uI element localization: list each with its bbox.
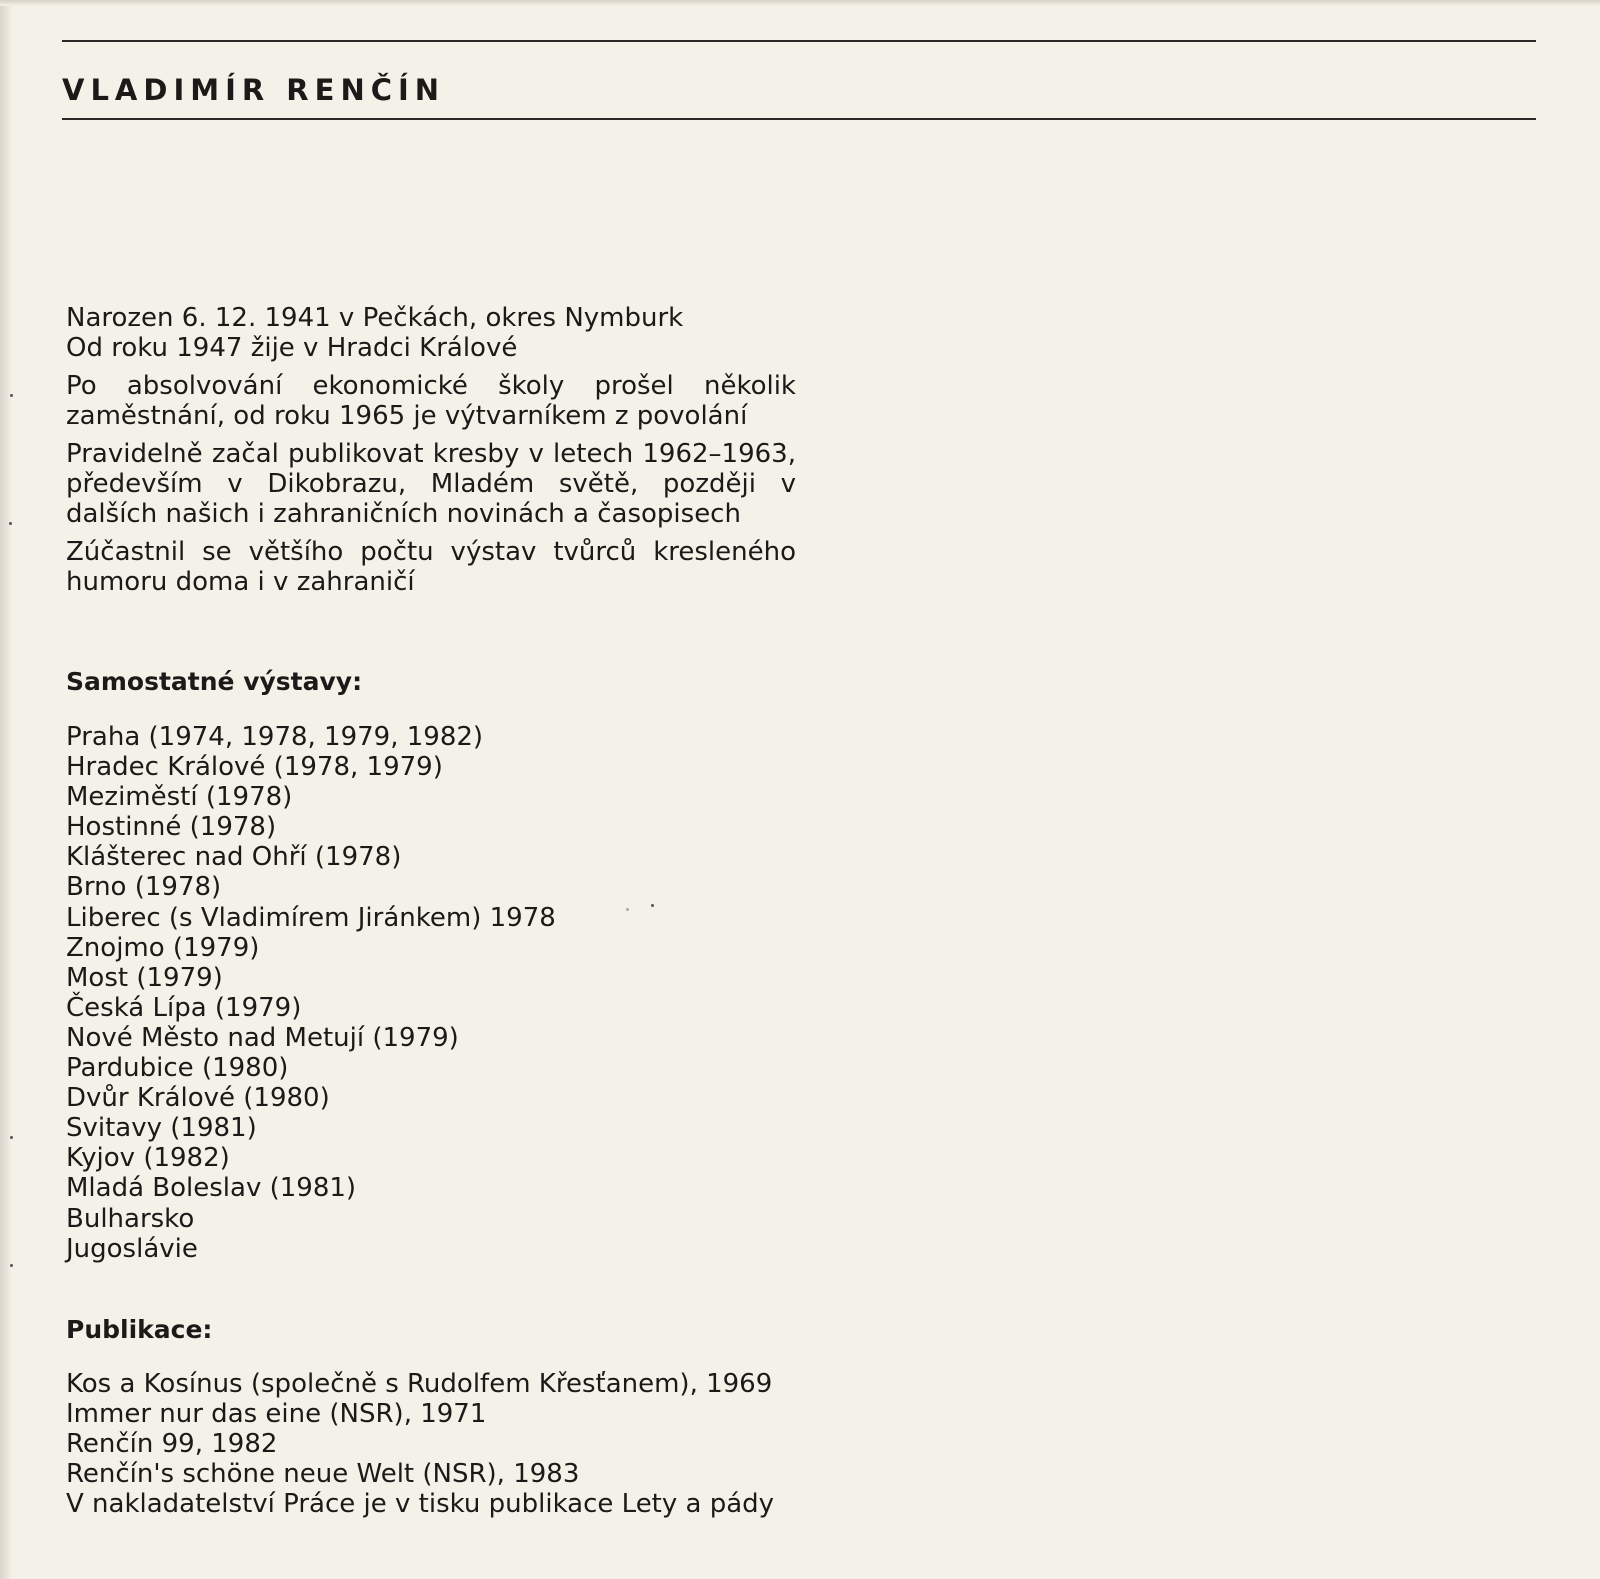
bio-education: Po absolvování ekonomické školy prošel několik zaměstnání, od roku 1965 je výtvarníkem z povolání [66,371,796,431]
list-item: Svitavy (1981) [66,1113,257,1144]
list-item: Most (1979) [66,962,223,993]
paper-speck [626,908,629,911]
list-item: Česká Lípa (1979) [66,992,302,1023]
bio-birth: Narozen 6. 12. 1941 v Pečkách, okres Nymburk [66,303,684,333]
list-item: Renčín's schöne neue Welt (NSR), 1983 [66,1459,580,1490]
margin-speck [10,1264,13,1267]
header-bottom-rule [62,118,1536,120]
list-item: Nové Město nad Metují (1979) [66,1022,459,1053]
list-item: Liberec (s Vladimírem Jiránkem) 1978 [66,902,556,933]
list-item: Jugoslávie [66,1233,198,1264]
margin-speck [10,394,13,397]
bio-publishing: Pravidelně začal publikovat kresby v letech 1962–1963, především v Dikobrazu, Mladém světě, později v dalších našich i zahraničních novinách a časopisech [66,439,796,529]
header-top-rule [62,40,1536,42]
exhibitions-list [66,722,556,1264]
bio-exhibitions: Zúčastnil se většího počtu výstav tvůrců kresleného humoru doma i v zahraničí [66,537,796,597]
page-spine-shadow [0,0,12,1579]
list-item: Meziměstí (1978) [66,782,293,813]
list-item: Praha (1974, 1978, 1979, 1982) [66,722,484,752]
list-item: Immer nur das eine (NSR), 1971 [66,1399,487,1430]
list-item: Mladá Boleslav (1981) [66,1173,357,1204]
list-item: Kyjov (1982) [66,1143,230,1174]
biography-section [66,303,796,605]
list-item: Dvůr Králové (1980) [66,1083,330,1114]
margin-speck [9,522,12,525]
list-item: Kos a Kosínus (společně s Rudolfem Křesťanem), 1969 [66,1369,773,1399]
list-item: V nakladatelství Práce je v tisku publikace Lety a pády [66,1489,775,1520]
list-item: Renčín 99, 1982 [66,1429,278,1460]
list-item: Hradec Králové (1978, 1979) [66,752,443,783]
bio-residence: Od roku 1947 žije v Hradci Králové [66,333,518,363]
list-item: Hostinné (1978) [66,812,277,843]
list-item: Klášterec nad Ohří (1978) [66,842,402,873]
publications-heading: Publikace: [66,1315,213,1344]
exhibitions-heading: Samostatné výstavy: [66,667,363,696]
page-top-shadow [0,0,1600,6]
list-item: Pardubice (1980) [66,1053,289,1084]
margin-speck [10,1136,13,1139]
publications-list [66,1369,774,1519]
list-item: Znojmo (1979) [66,932,260,963]
list-item: Bulharsko [66,1203,195,1234]
paper-speck [651,904,654,907]
author-name: VLADIMÍR RENČÍN [62,73,446,107]
list-item: Brno (1978) [66,872,222,903]
